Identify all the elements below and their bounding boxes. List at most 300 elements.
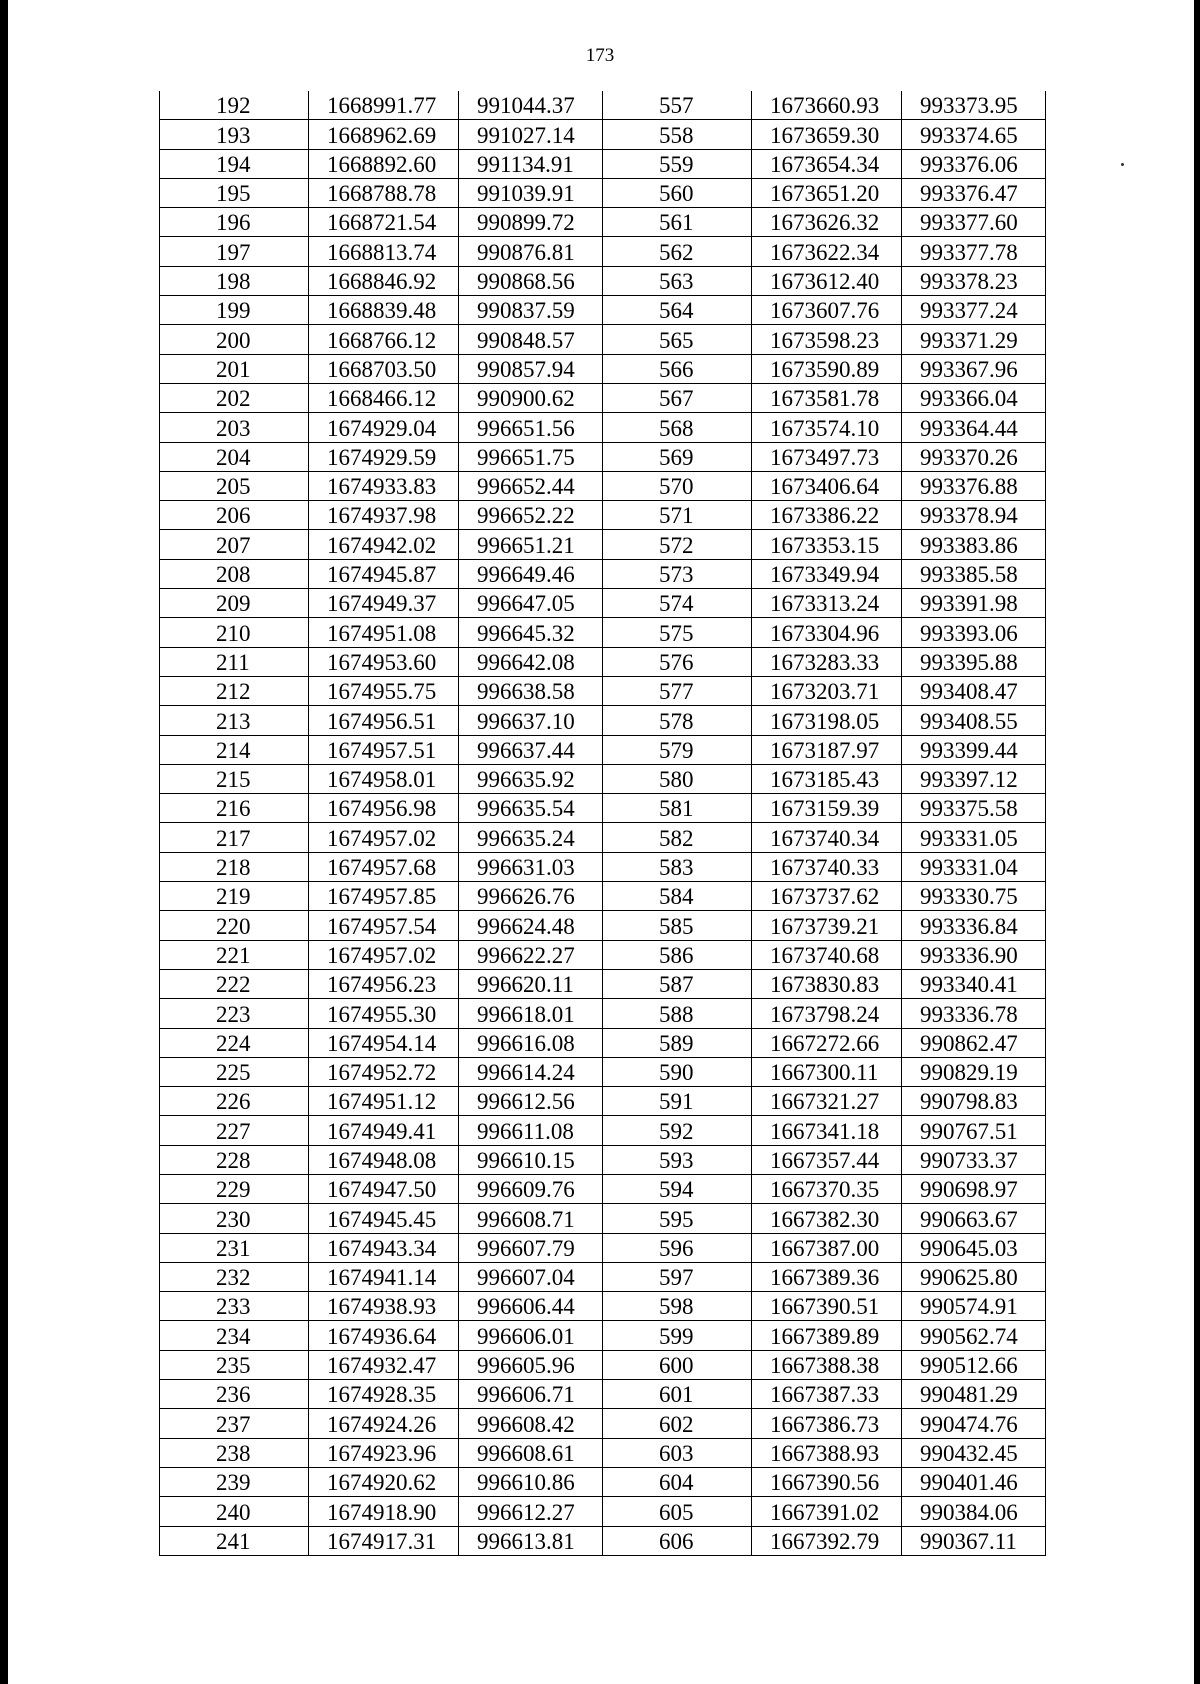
table-row: [160, 764, 1046, 793]
point-id-left: 228: [160, 1145, 309, 1174]
x-coordinate-right: 1673581.78: [752, 383, 902, 412]
table-row: [160, 1087, 1046, 1116]
point-id-right: 558: [603, 120, 752, 149]
x-coordinate-right: 1667321.27: [752, 1087, 902, 1116]
x-coordinate-left: 1668962.69: [309, 120, 459, 149]
x-coordinate-right: 1673740.33: [752, 852, 902, 881]
y-coordinate-left: 991027.14: [459, 120, 603, 149]
x-coordinate-right: 1673612.40: [752, 266, 902, 295]
x-coordinate-right: 1673159.39: [752, 794, 902, 823]
point-id-right: 588: [603, 999, 752, 1028]
point-id-left: 236: [160, 1380, 309, 1409]
x-coordinate-left: 1674924.26: [309, 1409, 459, 1438]
table-row: [160, 1057, 1046, 1086]
y-coordinate-right: 993385.58: [902, 559, 1046, 588]
y-coordinate-right: 993395.88: [902, 647, 1046, 676]
point-id-left: 238: [160, 1438, 309, 1467]
x-coordinate-right: 1667382.30: [752, 1204, 902, 1233]
y-coordinate-right: 993378.23: [902, 266, 1046, 295]
point-id-left: 216: [160, 794, 309, 823]
point-id-right: 573: [603, 559, 752, 588]
x-coordinate-left: 1674958.01: [309, 764, 459, 793]
point-id-left: 220: [160, 911, 309, 940]
point-id-left: 215: [160, 764, 309, 793]
x-coordinate-right: 1673660.93: [752, 91, 902, 120]
y-coordinate-left: 996635.92: [459, 764, 603, 793]
y-coordinate-right: 990862.47: [902, 1028, 1046, 1057]
point-id-right: 574: [603, 589, 752, 618]
x-coordinate-right: 1667390.51: [752, 1292, 902, 1321]
y-coordinate-right: 993375.58: [902, 794, 1046, 823]
y-coordinate-right: 990474.76: [902, 1409, 1046, 1438]
table-row: [160, 1174, 1046, 1203]
table-row: [160, 120, 1046, 149]
table-row: [160, 676, 1046, 705]
point-id-left: 218: [160, 852, 309, 881]
x-coordinate-left: 1674955.30: [309, 999, 459, 1028]
y-coordinate-right: 993336.84: [902, 911, 1046, 940]
y-coordinate-right: 993367.96: [902, 354, 1046, 383]
y-coordinate-left: 991039.91: [459, 178, 603, 207]
point-id-right: 568: [603, 413, 752, 442]
y-coordinate-left: 996649.46: [459, 559, 603, 588]
x-coordinate-left: 1668466.12: [309, 383, 459, 412]
y-coordinate-left: 996606.01: [459, 1321, 603, 1350]
y-coordinate-left: 996613.81: [459, 1526, 603, 1555]
point-id-right: 562: [603, 237, 752, 266]
y-coordinate-left: 996608.42: [459, 1409, 603, 1438]
x-coordinate-right: 1667370.35: [752, 1174, 902, 1203]
table-row: [160, 1292, 1046, 1321]
x-coordinate-right: 1667357.44: [752, 1145, 902, 1174]
point-id-right: 602: [603, 1409, 752, 1438]
table-row: [160, 1467, 1046, 1496]
y-coordinate-right: 993399.44: [902, 735, 1046, 764]
x-coordinate-right: 1667300.11: [752, 1057, 902, 1086]
x-coordinate-right: 1673386.22: [752, 501, 902, 530]
y-coordinate-left: 996612.56: [459, 1087, 603, 1116]
y-coordinate-right: 990432.45: [902, 1438, 1046, 1467]
point-id-left: 241: [160, 1526, 309, 1555]
point-id-left: 208: [160, 559, 309, 588]
x-coordinate-left: 1674933.83: [309, 471, 459, 500]
x-coordinate-right: 1673185.43: [752, 764, 902, 793]
point-id-right: 583: [603, 852, 752, 881]
point-id-right: 566: [603, 354, 752, 383]
x-coordinate-right: 1673737.62: [752, 882, 902, 911]
point-id-left: 206: [160, 501, 309, 530]
y-coordinate-right: 993376.88: [902, 471, 1046, 500]
x-coordinate-left: 1674918.90: [309, 1497, 459, 1526]
x-coordinate-right: 1667386.73: [752, 1409, 902, 1438]
y-coordinate-right: 993330.75: [902, 882, 1046, 911]
x-coordinate-left: 1674948.08: [309, 1145, 459, 1174]
x-coordinate-left: 1668991.77: [309, 91, 459, 120]
point-id-left: 223: [160, 999, 309, 1028]
point-id-right: 585: [603, 911, 752, 940]
x-coordinate-left: 1674953.60: [309, 647, 459, 676]
point-id-left: 203: [160, 413, 309, 442]
table-row: [160, 1497, 1046, 1526]
x-coordinate-left: 1674941.14: [309, 1262, 459, 1291]
x-coordinate-right: 1673203.71: [752, 676, 902, 705]
y-coordinate-left: 996631.03: [459, 852, 603, 881]
x-coordinate-left: 1674943.34: [309, 1233, 459, 1262]
y-coordinate-left: 990848.57: [459, 325, 603, 354]
y-coordinate-left: 996618.01: [459, 999, 603, 1028]
point-id-left: 226: [160, 1087, 309, 1116]
x-coordinate-right: 1673651.20: [752, 178, 902, 207]
y-coordinate-left: 996652.22: [459, 501, 603, 530]
x-coordinate-left: 1668788.78: [309, 178, 459, 207]
x-coordinate-left: 1668766.12: [309, 325, 459, 354]
table-row: [160, 940, 1046, 969]
y-coordinate-left: 996635.54: [459, 794, 603, 823]
y-coordinate-left: 996611.08: [459, 1116, 603, 1145]
point-id-right: 591: [603, 1087, 752, 1116]
x-coordinate-right: 1673740.68: [752, 940, 902, 969]
y-coordinate-left: 996606.44: [459, 1292, 603, 1321]
x-coordinate-left: 1674942.02: [309, 530, 459, 559]
point-id-left: 224: [160, 1028, 309, 1057]
x-coordinate-left: 1668839.48: [309, 296, 459, 325]
x-coordinate-left: 1674929.04: [309, 413, 459, 442]
table-row: [160, 266, 1046, 295]
y-coordinate-left: 996610.86: [459, 1467, 603, 1496]
x-coordinate-left: 1674955.75: [309, 676, 459, 705]
x-coordinate-left: 1674949.41: [309, 1116, 459, 1145]
point-id-right: 577: [603, 676, 752, 705]
y-coordinate-right: 990733.37: [902, 1145, 1046, 1174]
point-id-right: 604: [603, 1467, 752, 1496]
x-coordinate-right: 1673659.30: [752, 120, 902, 149]
coordinates-table-body: [160, 91, 1046, 1555]
x-coordinate-left: 1674957.85: [309, 882, 459, 911]
x-coordinate-left: 1674957.51: [309, 735, 459, 764]
y-coordinate-left: 996651.21: [459, 530, 603, 559]
point-id-right: 603: [603, 1438, 752, 1467]
point-id-right: 559: [603, 149, 752, 178]
page-number: 173: [585, 45, 615, 66]
point-id-right: 579: [603, 735, 752, 764]
point-id-left: 227: [160, 1116, 309, 1145]
table-row: [160, 237, 1046, 266]
point-id-left: 213: [160, 706, 309, 735]
x-coordinate-right: 1673574.10: [752, 413, 902, 442]
x-coordinate-right: 1673590.89: [752, 354, 902, 383]
x-coordinate-right: 1673798.24: [752, 999, 902, 1028]
x-coordinate-left: 1674952.72: [309, 1057, 459, 1086]
point-id-right: 596: [603, 1233, 752, 1262]
y-coordinate-left: 996652.44: [459, 471, 603, 500]
point-id-right: 590: [603, 1057, 752, 1086]
x-coordinate-right: 1673187.97: [752, 735, 902, 764]
y-coordinate-right: 990625.80: [902, 1262, 1046, 1291]
table-row: [160, 706, 1046, 735]
x-coordinate-left: 1674951.08: [309, 618, 459, 647]
y-coordinate-right: 993383.86: [902, 530, 1046, 559]
y-coordinate-left: 996647.05: [459, 589, 603, 618]
point-id-left: 211: [160, 647, 309, 676]
x-coordinate-left: 1674923.96: [309, 1438, 459, 1467]
point-id-left: 232: [160, 1262, 309, 1291]
point-id-right: 575: [603, 618, 752, 647]
point-id-left: 192: [160, 91, 309, 120]
point-id-left: 196: [160, 208, 309, 237]
table-row: [160, 1526, 1046, 1555]
table-row: [160, 1321, 1046, 1350]
point-id-right: 561: [603, 208, 752, 237]
point-id-left: 197: [160, 237, 309, 266]
table-row: [160, 1233, 1046, 1262]
table-row: [160, 1145, 1046, 1174]
table-row: [160, 383, 1046, 412]
x-coordinate-right: 1673313.24: [752, 589, 902, 618]
point-id-right: 569: [603, 442, 752, 471]
y-coordinate-left: 996608.71: [459, 1204, 603, 1233]
x-coordinate-left: 1674956.51: [309, 706, 459, 735]
y-coordinate-left: 996651.75: [459, 442, 603, 471]
table-row: [160, 413, 1046, 442]
point-id-left: 209: [160, 589, 309, 618]
point-id-right: 593: [603, 1145, 752, 1174]
point-id-left: 219: [160, 882, 309, 911]
table-row: [160, 969, 1046, 998]
table-row: [160, 1380, 1046, 1409]
table-row: [160, 296, 1046, 325]
table-row: [160, 647, 1046, 676]
x-coordinate-left: 1674949.37: [309, 589, 459, 618]
x-coordinate-right: 1673349.94: [752, 559, 902, 588]
x-coordinate-right: 1673740.34: [752, 823, 902, 852]
y-coordinate-right: 993331.04: [902, 852, 1046, 881]
point-id-right: 599: [603, 1321, 752, 1350]
y-coordinate-right: 993408.47: [902, 676, 1046, 705]
x-coordinate-left: 1674947.50: [309, 1174, 459, 1203]
y-coordinate-right: 990384.06: [902, 1497, 1046, 1526]
y-coordinate-right: 993364.44: [902, 413, 1046, 442]
x-coordinate-left: 1668892.60: [309, 149, 459, 178]
y-coordinate-left: 996610.15: [459, 1145, 603, 1174]
y-coordinate-right: 990562.74: [902, 1321, 1046, 1350]
point-id-right: 598: [603, 1292, 752, 1321]
x-coordinate-right: 1667392.79: [752, 1526, 902, 1555]
table-row: [160, 1350, 1046, 1379]
point-id-left: 217: [160, 823, 309, 852]
y-coordinate-right: 990574.91: [902, 1292, 1046, 1321]
table-row: [160, 91, 1046, 120]
x-coordinate-left: 1674937.98: [309, 501, 459, 530]
point-id-right: 578: [603, 706, 752, 735]
y-coordinate-right: 993377.78: [902, 237, 1046, 266]
point-id-left: 210: [160, 618, 309, 647]
point-id-left: 198: [160, 266, 309, 295]
y-coordinate-right: 993377.60: [902, 208, 1046, 237]
y-coordinate-left: 996637.44: [459, 735, 603, 764]
point-id-right: 557: [603, 91, 752, 120]
y-coordinate-right: 990512.66: [902, 1350, 1046, 1379]
y-coordinate-right: 993373.95: [902, 91, 1046, 120]
y-coordinate-right: 990698.97: [902, 1174, 1046, 1203]
point-id-left: 195: [160, 178, 309, 207]
x-coordinate-right: 1673739.21: [752, 911, 902, 940]
table-row: [160, 149, 1046, 178]
point-id-right: 594: [603, 1174, 752, 1203]
x-coordinate-right: 1667387.00: [752, 1233, 902, 1262]
x-coordinate-left: 1674928.35: [309, 1380, 459, 1409]
table-row: [160, 618, 1046, 647]
x-coordinate-left: 1674956.98: [309, 794, 459, 823]
x-coordinate-left: 1674954.14: [309, 1028, 459, 1057]
y-coordinate-left: 996609.76: [459, 1174, 603, 1203]
x-coordinate-left: 1674951.12: [309, 1087, 459, 1116]
x-coordinate-left: 1674956.23: [309, 969, 459, 998]
y-coordinate-right: 993378.94: [902, 501, 1046, 530]
point-id-right: 600: [603, 1350, 752, 1379]
y-coordinate-left: 991044.37: [459, 91, 603, 120]
y-coordinate-right: 993397.12: [902, 764, 1046, 793]
y-coordinate-right: 993340.41: [902, 969, 1046, 998]
table-row: [160, 471, 1046, 500]
x-coordinate-right: 1667391.02: [752, 1497, 902, 1526]
table-row: [160, 589, 1046, 618]
y-coordinate-left: 990837.59: [459, 296, 603, 325]
point-id-right: 605: [603, 1497, 752, 1526]
point-id-right: 564: [603, 296, 752, 325]
point-id-left: 205: [160, 471, 309, 500]
x-coordinate-right: 1667387.33: [752, 1380, 902, 1409]
y-coordinate-right: 990401.46: [902, 1467, 1046, 1496]
table-row: [160, 1204, 1046, 1233]
y-coordinate-right: 993376.47: [902, 178, 1046, 207]
scan-speck: [1121, 163, 1124, 166]
point-id-right: 571: [603, 501, 752, 530]
x-coordinate-right: 1667388.93: [752, 1438, 902, 1467]
x-coordinate-left: 1674936.64: [309, 1321, 459, 1350]
point-id-right: 581: [603, 794, 752, 823]
x-coordinate-right: 1673598.23: [752, 325, 902, 354]
x-coordinate-right: 1673607.76: [752, 296, 902, 325]
y-coordinate-right: 990829.19: [902, 1057, 1046, 1086]
point-id-left: 201: [160, 354, 309, 383]
point-id-right: 595: [603, 1204, 752, 1233]
x-coordinate-right: 1667272.66: [752, 1028, 902, 1057]
x-coordinate-left: 1674957.02: [309, 940, 459, 969]
x-coordinate-left: 1674917.31: [309, 1526, 459, 1555]
y-coordinate-right: 993366.04: [902, 383, 1046, 412]
point-id-right: 565: [603, 325, 752, 354]
y-coordinate-left: 996642.08: [459, 647, 603, 676]
x-coordinate-left: 1674920.62: [309, 1467, 459, 1496]
y-coordinate-left: 996616.08: [459, 1028, 603, 1057]
point-id-right: 592: [603, 1116, 752, 1145]
point-id-left: 237: [160, 1409, 309, 1438]
point-id-right: 576: [603, 647, 752, 676]
y-coordinate-left: 996622.27: [459, 940, 603, 969]
point-id-left: 230: [160, 1204, 309, 1233]
y-coordinate-left: 996624.48: [459, 911, 603, 940]
point-id-left: 225: [160, 1057, 309, 1086]
y-coordinate-left: 996635.24: [459, 823, 603, 852]
y-coordinate-right: 993408.55: [902, 706, 1046, 735]
point-id-left: 202: [160, 383, 309, 412]
x-coordinate-right: 1667389.89: [752, 1321, 902, 1350]
point-id-right: 567: [603, 383, 752, 412]
point-id-right: 582: [603, 823, 752, 852]
table-row: [160, 325, 1046, 354]
y-coordinate-left: 990868.56: [459, 266, 603, 295]
point-id-left: 199: [160, 296, 309, 325]
table-row: [160, 530, 1046, 559]
table-row: [160, 735, 1046, 764]
x-coordinate-left: 1674957.54: [309, 911, 459, 940]
x-coordinate-right: 1673283.33: [752, 647, 902, 676]
y-coordinate-right: 990367.11: [902, 1526, 1046, 1555]
y-coordinate-right: 993376.06: [902, 149, 1046, 178]
table-row: [160, 882, 1046, 911]
table-row: [160, 501, 1046, 530]
point-id-left: 214: [160, 735, 309, 764]
y-coordinate-left: 990857.94: [459, 354, 603, 383]
point-id-right: 601: [603, 1380, 752, 1409]
table-row: [160, 999, 1046, 1028]
x-coordinate-right: 1673626.32: [752, 208, 902, 237]
y-coordinate-right: 993374.65: [902, 120, 1046, 149]
x-coordinate-left: 1674932.47: [309, 1350, 459, 1379]
y-coordinate-left: 990900.62: [459, 383, 603, 412]
x-coordinate-left: 1668721.54: [309, 208, 459, 237]
y-coordinate-left: 991134.91: [459, 149, 603, 178]
y-coordinate-left: 996607.04: [459, 1262, 603, 1291]
table-row: [160, 1028, 1046, 1057]
y-coordinate-right: 993377.24: [902, 296, 1046, 325]
y-coordinate-left: 996651.56: [459, 413, 603, 442]
point-id-right: 580: [603, 764, 752, 793]
x-coordinate-right: 1667390.56: [752, 1467, 902, 1496]
scan-edge-left: [0, 0, 8, 1684]
x-coordinate-right: 1667388.38: [752, 1350, 902, 1379]
x-coordinate-left: 1668813.74: [309, 237, 459, 266]
point-id-right: 586: [603, 940, 752, 969]
x-coordinate-right: 1673622.34: [752, 237, 902, 266]
y-coordinate-right: 993331.05: [902, 823, 1046, 852]
x-coordinate-right: 1673830.83: [752, 969, 902, 998]
y-coordinate-right: 990645.03: [902, 1233, 1046, 1262]
y-coordinate-right: 990663.67: [902, 1204, 1046, 1233]
x-coordinate-right: 1667341.18: [752, 1116, 902, 1145]
x-coordinate-left: 1668846.92: [309, 266, 459, 295]
table-row: [160, 852, 1046, 881]
point-id-left: 212: [160, 676, 309, 705]
x-coordinate-right: 1673304.96: [752, 618, 902, 647]
y-coordinate-left: 996637.10: [459, 706, 603, 735]
y-coordinate-left: 996607.79: [459, 1233, 603, 1262]
table-row: [160, 1438, 1046, 1467]
point-id-left: 200: [160, 325, 309, 354]
point-id-right: 572: [603, 530, 752, 559]
y-coordinate-left: 996638.58: [459, 676, 603, 705]
point-id-right: 589: [603, 1028, 752, 1057]
y-coordinate-right: 993370.26: [902, 442, 1046, 471]
x-coordinate-left: 1674957.02: [309, 823, 459, 852]
table-row: [160, 354, 1046, 383]
y-coordinate-right: 993393.06: [902, 618, 1046, 647]
x-coordinate-right: 1673654.34: [752, 149, 902, 178]
x-coordinate-right: 1673198.05: [752, 706, 902, 735]
y-coordinate-right: 990798.83: [902, 1087, 1046, 1116]
point-id-right: 587: [603, 969, 752, 998]
point-id-left: 234: [160, 1321, 309, 1350]
